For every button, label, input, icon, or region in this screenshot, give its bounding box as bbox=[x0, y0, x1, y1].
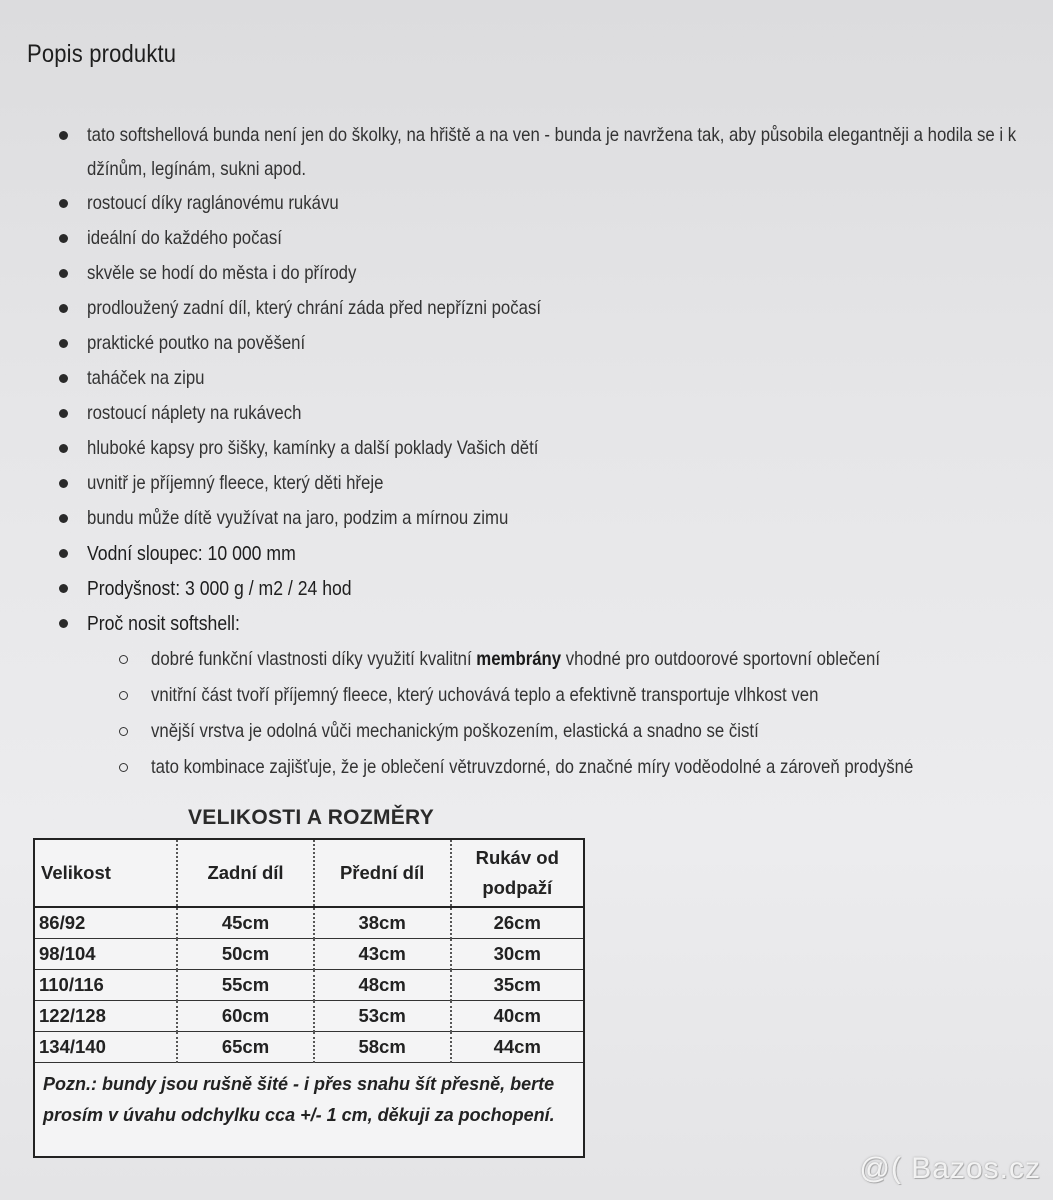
cell-size: 122/128 bbox=[35, 1001, 177, 1032]
list-item: rostoucí díky raglánovému rukávu bbox=[0, 186, 1053, 221]
table-row bbox=[35, 1032, 583, 1063]
sub-list bbox=[87, 641, 1053, 785]
cell-sleeve: 44cm bbox=[451, 1032, 583, 1063]
list-item: bundu může dítě využívat na jaro, podzim a mírnou zimu bbox=[0, 501, 1053, 536]
list-item-why-softshell: Proč nosit softshell: dobré funkční vlastnosti díky využití kvalitní membrány vhodné pro outdoorové sportovní oblečení vnitřní část tvoří příjemný fleece, který uchovává teplo a efektivně transportuje vlhkost ven vnější vrstva je odolná vůči mechanickým poškozením, elastická a snadno se čistí tato kombinace zajišťuje, že je oblečení větruvzdorné, do značné míry voděodolné a zároveň prodyšné bbox=[0, 606, 1053, 785]
cell-back: 50cm bbox=[177, 939, 313, 970]
feature-list bbox=[0, 118, 1053, 785]
cell-back: 65cm bbox=[177, 1032, 313, 1063]
cell-front: 38cm bbox=[314, 907, 451, 939]
list-item: rostoucí náplety na rukávech bbox=[0, 396, 1053, 431]
header-size: Velikost bbox=[35, 840, 177, 907]
list-item: taháček na zipu bbox=[0, 361, 1053, 396]
size-table-heading: VELIKOSTI A ROZMĚRY bbox=[188, 806, 435, 829]
cell-front: 53cm bbox=[314, 1001, 451, 1032]
cell-back: 55cm bbox=[177, 970, 313, 1001]
list-item: praktické poutko na pověšení bbox=[0, 326, 1053, 361]
table-row bbox=[35, 970, 583, 1001]
bazos-watermark: @( Bazos.cz bbox=[859, 1152, 1041, 1185]
cell-front: 58cm bbox=[314, 1032, 451, 1063]
cell-size: 134/140 bbox=[35, 1032, 177, 1063]
cell-front: 48cm bbox=[314, 970, 451, 1001]
table-row bbox=[35, 907, 583, 939]
table-header-row bbox=[35, 840, 583, 907]
cell-sleeve: 35cm bbox=[451, 970, 583, 1001]
sub-list-item: vnější vrstva je odolná vůči mechanickým poškozením, elastická a snadno se čistí bbox=[87, 713, 1053, 749]
header-back: Zadní díl bbox=[177, 840, 313, 907]
sub-list-item: dobré funkční vlastnosti díky využití kvalitní membrány vhodné pro outdoorové sportovní oblečení bbox=[87, 641, 1053, 677]
cell-size: 86/92 bbox=[35, 907, 177, 939]
list-item: skvěle se hodí do města i do přírody bbox=[0, 256, 1053, 291]
list-item: hluboké kapsy pro šišky, kamínky a další poklady Vašich dětí bbox=[0, 431, 1053, 466]
sub-list-item: tato kombinace zajišťuje, že je oblečení větruvzdorné, do značné míry voděodolné a zároveň prodyšné bbox=[87, 749, 1053, 785]
cell-sleeve: 40cm bbox=[451, 1001, 583, 1032]
page-title: Popis produktu bbox=[27, 40, 177, 68]
cell-back: 60cm bbox=[177, 1001, 313, 1032]
sub-list-item: vnitřní část tvoří příjemný fleece, který uchovává teplo a efektivně transportuje vlhkost ven bbox=[87, 677, 1053, 713]
table-row bbox=[35, 939, 583, 970]
cell-size: 98/104 bbox=[35, 939, 177, 970]
list-item: uvnitř je příjemný fleece, který děti hřeje bbox=[0, 466, 1053, 501]
list-item-water-column: Vodní sloupec: 10 000 mm bbox=[0, 536, 1053, 571]
list-item-breathability: Prodyšnost: 3 000 g / m2 / 24 hod bbox=[0, 571, 1053, 606]
cell-back: 45cm bbox=[177, 907, 313, 939]
list-item: prodloužený zadní díl, který chrání záda před nepřízni počasí bbox=[0, 291, 1053, 326]
header-sleeve: Rukáv od podpaží bbox=[451, 840, 583, 907]
cell-sleeve: 26cm bbox=[451, 907, 583, 939]
cell-sleeve: 30cm bbox=[451, 939, 583, 970]
table-note: Pozn.: bundy jsou rušně šité - i přes snahu šít přesně, berte prosím v úvahu odchylku cca +/- 1 cm, děkuji za pochopení. bbox=[43, 1074, 555, 1125]
header-front: Přední díl bbox=[314, 840, 451, 907]
size-table bbox=[33, 838, 585, 1158]
cell-size: 110/116 bbox=[35, 970, 177, 1001]
cell-front: 43cm bbox=[314, 939, 451, 970]
table-row bbox=[35, 1001, 583, 1032]
list-item: tato softshellová bunda není jen do školky, na hřiště a na ven - bunda je navržena tak, aby působila elegantněji a hodila se i k džínům, legínám, sukni apod. bbox=[0, 118, 1053, 186]
list-item: ideální do každého počasí bbox=[0, 221, 1053, 256]
